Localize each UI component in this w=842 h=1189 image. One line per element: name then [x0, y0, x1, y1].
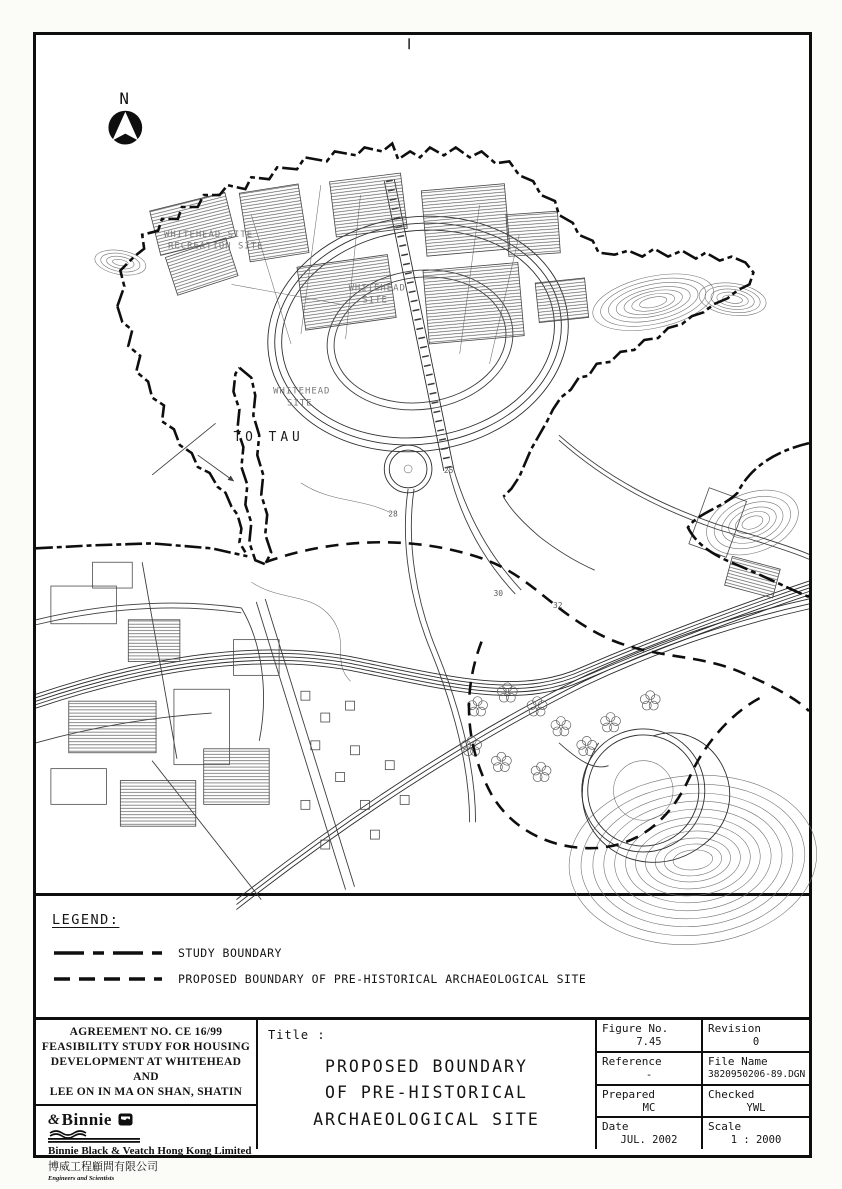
svg-text:30: 30 — [493, 588, 503, 598]
proposed-archaeological-boundary — [265, 542, 809, 848]
label-whitehead-site-3: WHITEHEAD — [273, 386, 331, 397]
svg-text:RECREATION SITE: RECREATION SITE — [167, 241, 264, 252]
study-boundary-line-sample — [52, 948, 164, 958]
table-row — [597, 1118, 809, 1149]
svg-text:28: 28 — [388, 509, 398, 519]
city-blocks — [36, 562, 409, 899]
label-recreation-site: WHITEHEAD SITE — [164, 229, 254, 240]
table-row — [597, 1053, 809, 1086]
figure-no-cell: Figure No. 7.45 — [597, 1020, 703, 1051]
title-label: Title : — [268, 1028, 326, 1042]
svg-text:SITE: SITE — [362, 295, 388, 306]
svg-text:32: 32 — [552, 600, 563, 610]
date-cell: Date JUL. 2002 — [597, 1118, 703, 1149]
label-whitehead-site-2: WHITEHEAD — [348, 283, 406, 294]
checked-cell: Checked YWL — [708, 1087, 766, 1114]
annotation-lines — [152, 423, 233, 481]
company-tagline: Engineers and Scientists — [48, 1174, 115, 1182]
binnie-logo — [48, 1110, 250, 1130]
project-info-cell — [36, 1020, 258, 1182]
table-row — [597, 1086, 809, 1119]
bv-flag-icon — [118, 1113, 133, 1126]
interchange-loop — [559, 729, 730, 862]
logo-wordmark: Binnie — [61, 1109, 112, 1129]
title-block — [36, 1017, 809, 1182]
legend-item-study-boundary — [52, 946, 809, 960]
svg-text:SITE: SITE — [287, 398, 313, 409]
drawing-title: PROPOSED BOUNDARY OF PRE-HISTORICAL ARCHAEOLOGICAL SITE — [313, 1057, 540, 1129]
legend-title: LEGEND: — [52, 912, 120, 928]
north-arrow-icon — [108, 89, 142, 145]
logo-waves-icon — [48, 1130, 144, 1143]
north-label: N — [119, 88, 129, 108]
revision-cell: Revision 0 — [708, 1022, 761, 1048]
legend — [36, 893, 809, 1017]
svg-text:25: 25 — [443, 465, 454, 475]
company-name: Binnie Black & Veatch Hong Kong Limited — [48, 1144, 252, 1157]
proposed-boundary-line-sample — [52, 974, 164, 984]
scale-cell: Scale 1 : 2000 — [708, 1120, 782, 1147]
file-name-cell: File Name 3820950206-89.DGN — [708, 1054, 806, 1080]
table-row — [597, 1020, 809, 1053]
map-area — [36, 35, 809, 893]
legend-label: PROPOSED BOUNDARY OF PRE-HISTORICAL ARCHAEOLOGICAL SITE — [178, 972, 587, 986]
company-logo-cell — [36, 1106, 256, 1184]
agreement-text: AGREEMENT NO. CE 16/99 FEASIBILITY STUDY FOR HOUSING DEVELOPMENT AT WHITEHEAD AND LEE ON IN MA ON SHAN, SHATIN — [36, 1020, 256, 1106]
site-map — [36, 35, 809, 893]
highway-south — [36, 435, 809, 909]
prepared-cell: Prepared MC — [597, 1086, 703, 1117]
label-to-tau: TO TAU — [233, 430, 304, 446]
logo-ampersand: & — [48, 1111, 60, 1128]
reference-cell: Reference - — [597, 1053, 703, 1084]
info-table — [597, 1020, 809, 1149]
drawing-title-cell — [258, 1020, 597, 1149]
legend-label: STUDY BOUNDARY — [178, 946, 282, 960]
drawing-frame — [33, 32, 812, 1182]
legend-item-proposed-boundary — [52, 972, 809, 986]
contour-lines — [93, 246, 824, 954]
company-name-chinese: 博威工程顧問有限公司 — [48, 1160, 158, 1173]
